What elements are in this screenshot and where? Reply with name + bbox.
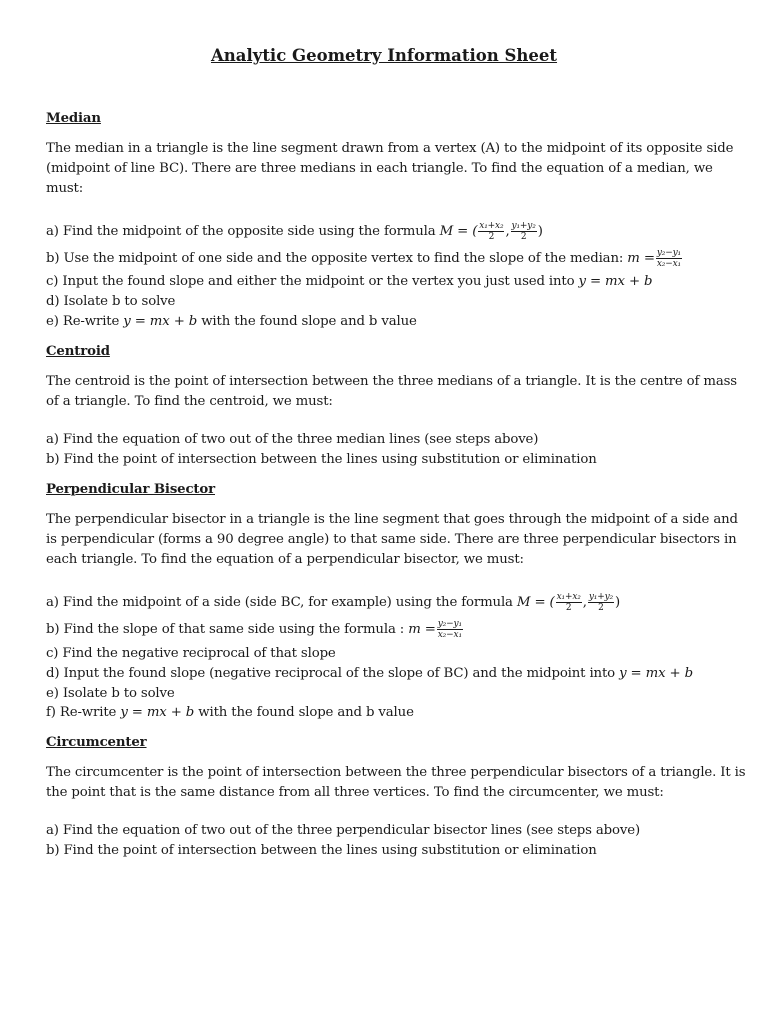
- centroid-step-a: a) Find the equation of two out of the three median lines (see steps above): [46, 432, 539, 447]
- fraction-y: $\frac{\text{y₁+y₂}}{2}$: [511, 221, 536, 242]
- median-heading: Median: [46, 111, 101, 126]
- centroid-step-b: b) Find the point of intersection between the lines using substitution or elimination: [46, 452, 597, 467]
- perp-bisector-step-c: c) Find the negative reciprocal of that slope: [46, 646, 336, 661]
- page-title: Analytic Geometry Information Sheet: [210, 46, 558, 65]
- centroid-para-line-2: of a triangle. To find the centroid, we must:: [46, 394, 333, 409]
- circumcenter-heading: Circumcenter: [46, 735, 147, 750]
- median-para-line-3: must:: [46, 181, 84, 196]
- centroid-para-line-1: The centroid is the point of intersection between the three medians of a triangle. It is the centre of mass: [46, 374, 737, 389]
- perp-bisector-para-line-2: is perpendicular (forms a 90 degree angle) to that same side. There are three perpendicular bisectors in: [46, 532, 737, 547]
- median-step-e: e) Re-write y = mx + b with the found slope and b value: [46, 314, 417, 329]
- line-equation: y = mx + b: [619, 666, 693, 681]
- median-step-b-text: b) Use the midpoint of one side and the opposite vertex to find the slope of the median:: [46, 251, 624, 266]
- median-para-line-2: (midpoint of line BC). There are three medians in each triangle. To find the equation of a median, we: [46, 161, 713, 176]
- perp-bisector-step-e: e) Isolate b to solve: [46, 686, 175, 701]
- perp-bisector-heading: Perpendicular Bisector: [46, 482, 215, 497]
- perp-bisector-para-line-1: The perpendicular bisector in a triangle is the line segment that goes through the midpoint of a side and: [46, 512, 738, 527]
- fraction-slope: $\frac{\text{y₂−y₁}}{\text{x₂−x₁}}$: [656, 248, 682, 269]
- slope-formula: m = $\frac{\text{y₂−y₁}}{\text{x₂−x₁}}$: [408, 619, 462, 640]
- median-step-d: d) Isolate b to solve: [46, 294, 176, 309]
- median-step-b: [46, 248, 683, 269]
- perp-bisector-step-d: d) Input the found slope (negative reciprocal of the slope of BC) and the midpoint into y = mx + b: [46, 666, 693, 681]
- fraction-x: $\frac{\text{x₁+x₂}}{2}$: [556, 592, 581, 613]
- slope-formula: m = $\frac{\text{y₂−y₁}}{\text{x₂−x₁}}$: [627, 248, 682, 269]
- median-step-a-text: a) Find the midpoint of the opposite side using the formula: [46, 224, 436, 239]
- circumcenter-para-line-2: the point that is the same distance from all three vertices. To find the circumcenter, we must:: [46, 785, 664, 800]
- perp-bisector-step-b: b) Find the slope of that same side using the formula : m = $\frac{\text{y₂−y₁}}{\text{x₂−x₁}}$: [46, 619, 462, 640]
- circumcenter-para-line-1: The circumcenter is the point of intersection between the three perpendicular bisectors of a triangle. It is: [46, 765, 746, 780]
- centroid-heading: Centroid: [46, 344, 110, 359]
- perp-bisector-para-line-3: each triangle. To find the equation of a perpendicular bisector, we must:: [46, 552, 524, 567]
- line-equation: y = mx + b: [578, 274, 653, 289]
- median-para-line-1: The median in a triangle is the line segment drawn from a vertex (A) to the midpoint of its opposite side: [46, 141, 734, 156]
- median-step-c: c) Input the found slope and either the midpoint or the vertex you just used into y = mx + b: [46, 274, 653, 289]
- median-step-a: [46, 221, 543, 242]
- circumcenter-step-a: a) Find the equation of two out of the three perpendicular bisector lines (see steps above): [46, 823, 641, 838]
- midpoint-formula: M = ( $\frac{\text{x₁+x₂}}{2}$ , $\frac{\text{y₁+y₂}}{2}$ ): [516, 592, 621, 613]
- fraction-x: $\frac{\text{x₁+x₂}}{2}$: [479, 221, 504, 242]
- fraction-slope: $\frac{\text{y₂−y₁}}{\text{x₂−x₁}}$: [437, 619, 462, 640]
- perp-bisector-step-f: f) Re-write y = mx + b with the found slope and b value: [46, 705, 414, 720]
- circumcenter-step-b: b) Find the point of intersection between the lines using substitution or elimination: [46, 843, 597, 858]
- line-equation: y = mx + b: [120, 705, 195, 720]
- fraction-y: $\frac{\text{y₁+y₂}}{2}$: [588, 592, 614, 613]
- perp-bisector-step-a: a) Find the midpoint of a side (side BC, for example) using the formula M = ( $\frac{\text{x₁+x₂}}{2}$ , $\frac{\text{y₁+y₂}}{2}$ ): [46, 592, 621, 613]
- midpoint-formula: M = ( $\frac{\text{x₁+x₂}}{2}$ , $\frac{\text{y₁+y₂}}{2}$ ): [439, 221, 543, 242]
- line-equation: y = mx + b: [123, 314, 198, 329]
